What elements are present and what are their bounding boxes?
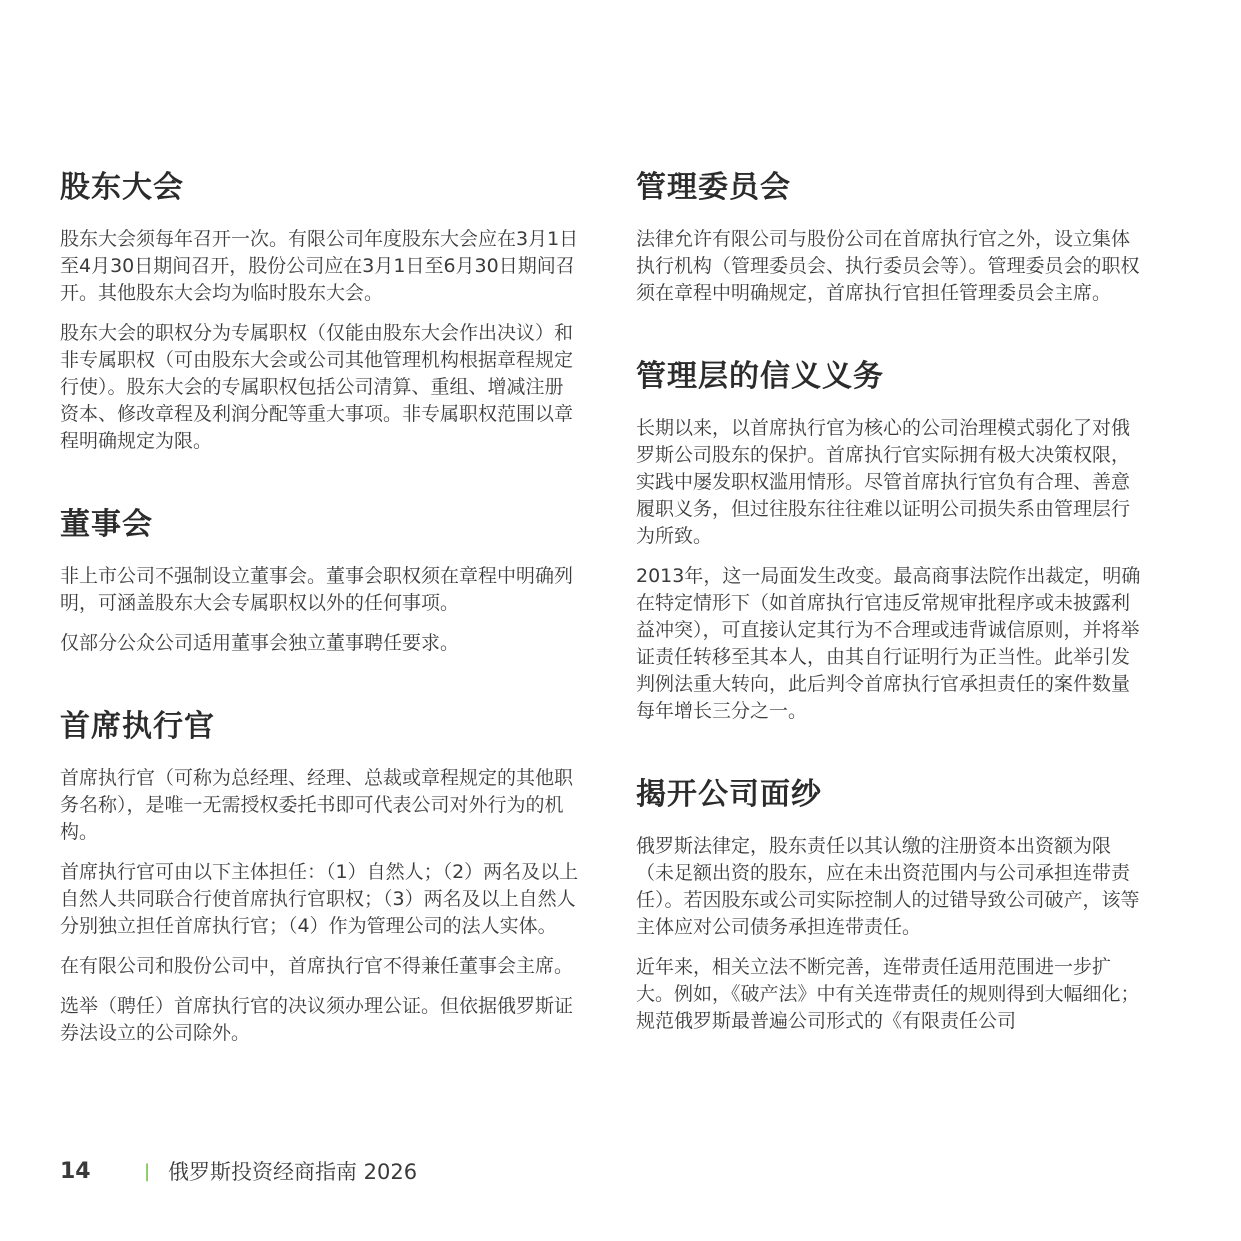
paragraph: 首席执行官（可称为总经理、经理、总裁或章程规定的其他职务名称），是唯一无需授权委托书即可代表公司对外行为的机构。 <box>60 767 574 843</box>
paragraph: 俄罗斯法律定，股东责任以其认缴的注册资本出资额为限（未足额出资的股东，应在未出资范围内与公司承担连带责任）。若因股东或公司实际控制人的过错导致公司破产，该等主体应对公司债务承担连带责任。 <box>636 835 1140 938</box>
page-number: 14 <box>60 1158 91 1184</box>
paragraph: 非上市公司不强制设立董事会。董事会职权须在章程中明确列明，可涵盖股东大会专属职权以外的任何事项。 <box>60 565 574 614</box>
paragraph: 2013年，这一局面发生改变。最高商事法院作出裁定，明确在特定情形下（如首席执行官违反常规审批程序或未披露利益冲突），可直接认定其行为不合理或违背诚信原则，并将举证责任转移至其本人，由其自行证明行为正当性。此举引发判例法重大转向，此后判令首席执行官承担责任的案件数量每年增长三分之一。 <box>636 565 1141 722</box>
section-fiduciary-duties <box>636 357 1142 725</box>
section-heading: 董事会 <box>60 507 153 542</box>
section-heading: 首席执行官 <box>60 709 215 744</box>
section-heading: 股东大会 <box>60 170 184 205</box>
section-heading: 管理层的信义义务 <box>636 359 884 394</box>
paragraph: 首席执行官可由以下主体担任：（1）自然人；（2）两名及以上自然人共同联合行使首席执行官职权；（3）两名及以上自然人分别独立担任首席执行官；（4）作为管理公司的法人实体。 <box>60 861 579 937</box>
left-column <box>60 168 580 1060</box>
paragraph: 近年来，相关立法不断完善，连带责任适用范围进一步扩大。例如，《破产法》中有关连带责任的规则得到大幅细化；规范俄罗斯最普遍公司形式的《有限责任公司 <box>636 956 1140 1032</box>
section-piercing-corporate-veil <box>636 775 1142 1035</box>
page-footer <box>60 1156 417 1186</box>
paragraph: 股东大会的职权分为专属职权（仅能由股东大会作出决议）和非专属职权（可由股东大会或公司其他管理机构根据章程规定行使）。股东大会的专属职权包括公司清算、重组、增减注册资本、修改章程及利润分配等重大事项。非专属职权范围以章程明确规定为限。 <box>60 322 574 452</box>
section-board-of-directors <box>60 505 580 657</box>
paragraph: 仅部分公众公司适用董事会独立董事聘任要求。 <box>60 632 460 654</box>
paragraph: 在有限公司和股份公司中，首席执行官不得兼任董事会主席。 <box>60 955 574 977</box>
paragraph: 选举（聘任）首席执行官的决议须办理公证。但依据俄罗斯证券法设立的公司除外。 <box>60 995 574 1044</box>
section-shareholders-meeting <box>60 168 580 455</box>
section-heading: 揭开公司面纱 <box>636 777 822 812</box>
right-column <box>636 168 1142 1048</box>
paragraph: 长期以来，以首席执行官为核心的公司治理模式弱化了对俄罗斯公司股东的保护。首席执行官实际拥有极大决策权限，实践中屡发职权滥用情形。尽管首席执行官负有合理、善意履职义务，但过往股东往往难以证明公司损失系由管理层行为所致。 <box>636 417 1131 547</box>
section-management-board <box>636 168 1142 307</box>
publication-title: 俄罗斯投资经商指南 2026 <box>168 1160 418 1184</box>
section-ceo <box>60 707 580 1047</box>
section-heading: 管理委员会 <box>636 170 791 205</box>
paragraph: 股东大会须每年召开一次。有限公司年度股东大会应在3月1日至4月30日期间召开，股份公司应在3月1日至6月30日期间召开。其他股东大会均为临时股东大会。 <box>60 228 579 304</box>
footer-divider: | <box>144 1160 151 1182</box>
paragraph: 法律允许有限公司与股份公司在首席执行官之外，设立集体执行机构（管理委员会、执行委员会等）。管理委员会的职权须在章程中明确规定，首席执行官担任管理委员会主席。 <box>636 228 1140 304</box>
